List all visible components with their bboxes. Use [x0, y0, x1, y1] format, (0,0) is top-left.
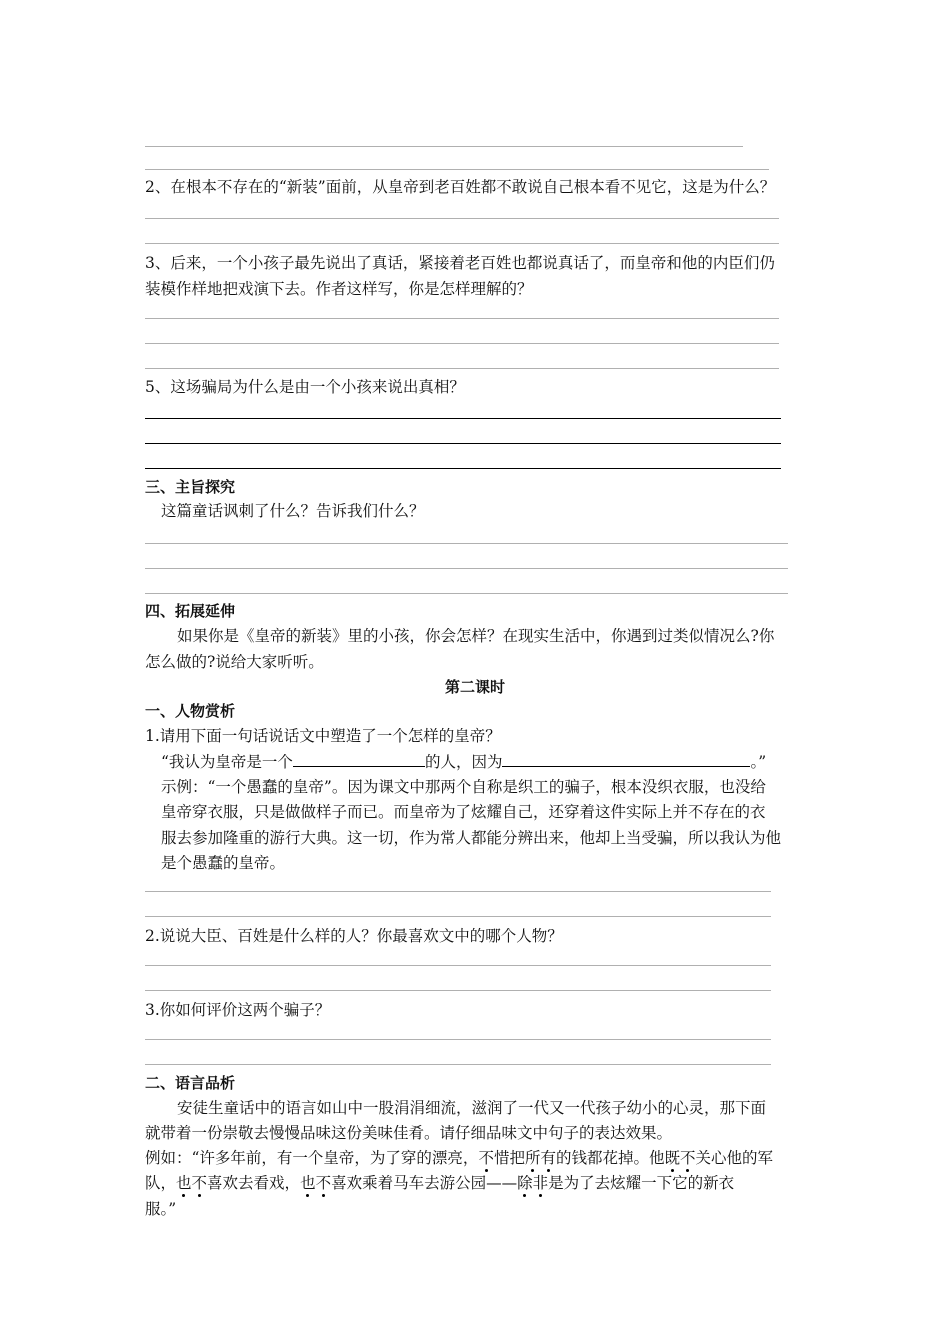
answer-line — [145, 243, 779, 244]
char-question-3: 3.你如何评价这两个骗子？ — [145, 1001, 331, 1019]
answer-line — [145, 218, 779, 219]
sentence-segment: 例如：“许多年前，有一个皇帝，为了穿的漂亮， — [145, 1149, 479, 1167]
sentence-segment: 的钱都花掉。他 — [556, 1149, 665, 1167]
fill-text-c: 。” — [750, 753, 767, 771]
emphasis-dotted-word — [300, 1174, 316, 1192]
dotted-char: 也 — [176, 1174, 192, 1192]
example-sentence-line-2 — [145, 1170, 734, 1196]
emphasis-dotted-word — [680, 1149, 696, 1167]
dotted-char: 不 — [315, 1174, 332, 1192]
sentence-segment: 喜欢去看戏， — [207, 1174, 301, 1192]
emphasis-dotted-word — [525, 1149, 556, 1167]
dotted-char: 有 — [540, 1149, 556, 1167]
answer-line — [145, 543, 788, 544]
answer-line — [145, 990, 771, 991]
section-4-line-2: 怎么做的?说给大家听听。 — [145, 653, 324, 671]
blank-reason[interactable] — [502, 748, 750, 767]
char-question-1: 1.请用下面一句话说话文中塑造了一个怎样的皇帝？ — [145, 727, 501, 745]
question-3-line-2: 装模作样地把戏演下去。作者这样写，你是怎样理解的？ — [145, 280, 533, 298]
char-analysis-heading: 一、人物赏析 — [145, 702, 236, 720]
example-line-3: 服去参加隆重的游行大典。这一切，作为常人都能分辨出来，他却上当受骗，所以我认为他 — [161, 829, 782, 847]
answer-line — [145, 368, 779, 369]
emphasis-dotted-word — [517, 1174, 533, 1192]
example-line-2: 皇帝穿衣服，只是做做样子而已。而皇帝为了炫耀自己，还穿着这件实际上并不存在的衣 — [161, 803, 766, 821]
emphasis-dotted-word — [533, 1174, 549, 1192]
language-intro-line-1: 安徒生童话中的语言如山中一股涓涓细流，滋润了一代又一代孩子幼小的心灵，那下面 — [177, 1099, 767, 1117]
answer-line — [145, 916, 771, 917]
char-question-2: 2.说说大臣、百姓是什么样的人？你最喜欢文中的哪个人物？ — [145, 927, 563, 945]
fill-in-sentence — [161, 748, 766, 775]
dotted-char: 不 — [191, 1174, 208, 1192]
answer-line — [145, 568, 788, 569]
answer-line — [145, 146, 743, 147]
answer-line — [145, 965, 771, 966]
emphasis-dotted-word — [176, 1174, 192, 1192]
answer-line — [145, 1064, 771, 1065]
dotted-char: 所 — [524, 1149, 541, 1167]
emphasis-dotted-word — [192, 1174, 208, 1192]
section-4-line-1: 如果你是《皇帝的新装》里的小孩，你会怎样？在现实生活中，你遇到过类似情况么?你 — [177, 627, 775, 645]
dotted-char: 非 — [532, 1174, 549, 1192]
answer-line — [145, 1039, 771, 1040]
answer-line — [145, 343, 779, 344]
sentence-segment: 喜欢乘着马车去游公园—— — [331, 1174, 518, 1192]
lesson-2-title: 第二课时 — [444, 678, 505, 696]
sentence-segment: 惜把 — [493, 1149, 525, 1167]
sentence-segment: 队， — [145, 1174, 177, 1192]
dotted-char: 不 — [478, 1149, 494, 1167]
answer-line — [145, 318, 779, 319]
answer-line — [145, 593, 788, 594]
question-3-line-1: 3、后来，一个小孩子最先说出了真话，紧接着老百姓也都说真话了，而皇帝和他的内臣们仍 — [145, 254, 775, 272]
section-3-heading: 三、主旨探究 — [145, 478, 236, 496]
emphasis-dotted-word — [316, 1174, 332, 1192]
answer-line — [145, 169, 769, 170]
section-4-heading: 四、拓展延伸 — [145, 602, 236, 620]
answer-line — [145, 468, 781, 469]
fill-text-b: 的人，因为 — [424, 753, 503, 771]
question-5: 5、这场骗局为什么是由一个小孩来说出真相？ — [145, 378, 465, 396]
answer-line — [145, 418, 781, 419]
dotted-char: 不 — [680, 1149, 696, 1167]
dotted-char: 也 — [300, 1174, 316, 1192]
dotted-char: 除 — [517, 1174, 533, 1192]
sentence-segment: 关心他的军 — [695, 1149, 774, 1167]
answer-line — [145, 891, 771, 892]
blank-emperor-type[interactable] — [293, 748, 425, 767]
section-3-question: 这篇童话讽刺了什么？告诉我们什么？ — [161, 502, 425, 520]
question-2: 2、在根本不存在的“新装”面前，从皇帝到老百姓都不敢说自己根本看不见它，这是为什么？ — [145, 178, 776, 196]
language-intro-line-2: 就带着一份崇敬去慢慢品味这份美味佳肴。请仔细品味文中句子的表达效果。 — [145, 1124, 673, 1142]
example-sentence-line-3: 服。” — [145, 1200, 177, 1218]
sentence-segment: 是为了去炫耀一下它的新衣 — [548, 1174, 735, 1192]
example-sentence-line-1 — [145, 1145, 773, 1171]
emphasis-dotted-word — [665, 1149, 681, 1167]
dotted-char: 既 — [664, 1149, 681, 1167]
example-line-1: 示例：“一个愚蠢的皇帝”。因为课文中那两个自称是织工的骗子，根本没织衣服，也没给 — [161, 778, 766, 796]
answer-line — [145, 443, 781, 444]
example-line-4: 是个愚蠢的皇帝。 — [161, 854, 286, 872]
fill-text-a: “我认为皇帝是一个 — [161, 753, 293, 771]
language-analysis-heading: 二、语言品析 — [145, 1074, 236, 1092]
emphasis-dotted-word — [478, 1149, 494, 1167]
